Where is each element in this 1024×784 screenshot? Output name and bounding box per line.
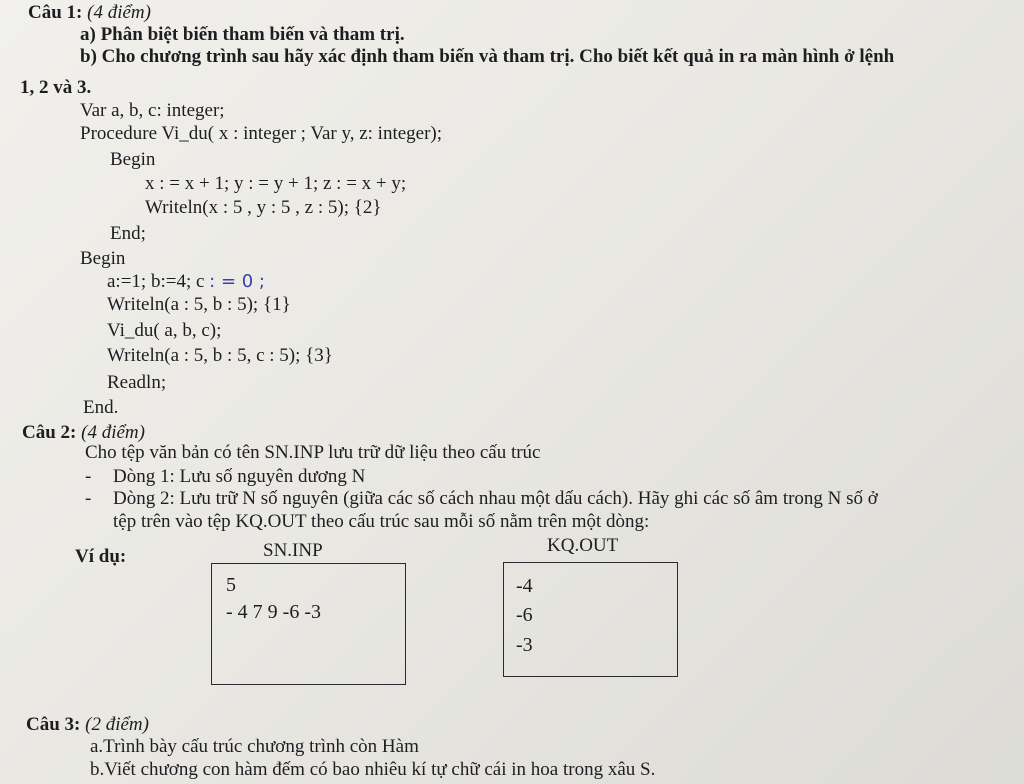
question-2-bullet-1	[85, 466, 365, 488]
code-line: End.	[83, 397, 119, 418]
bullet-mark: -	[85, 466, 92, 487]
question-2-bullet-2-continued: tệp trên vào tệp KQ.OUT theo cấu trúc sau mỗi số nằm trên một dòng:	[113, 511, 650, 532]
input-file-line: 5	[226, 574, 236, 596]
question-3-points: (2 điểm)	[85, 714, 149, 735]
code-line: Begin	[80, 248, 126, 269]
question-1b-continued: 1, 2 và 3.	[20, 77, 92, 98]
bullet-1-text: Dòng 1: Lưu số nguyên dương N	[113, 466, 366, 487]
question-1-heading	[28, 2, 151, 24]
question-2-points: (4 điểm)	[81, 422, 145, 443]
code-line: Writeln(x : 5 , y : 5 , z : 5); {2}	[145, 197, 382, 218]
question-1-points: (4 điểm)	[87, 2, 151, 23]
question-2-intro: Cho tệp văn bản có tên SN.INP lưu trữ dữ liệu theo cấu trúc	[85, 442, 541, 463]
code-line: Var a, b, c: integer;	[80, 100, 225, 121]
input-file-line: - 4 7 9 -6 -3	[226, 601, 321, 623]
question-1-title: Câu 1:	[28, 2, 83, 23]
code-line: Procedure Vi_du( x : integer ; Var y, z: integer);	[80, 123, 443, 144]
handwritten-c-value: : = 0 ;	[209, 271, 265, 292]
example-label: Ví dụ:	[75, 546, 127, 567]
question-2-bullet-2	[85, 488, 878, 510]
input-file-box	[211, 563, 406, 685]
code-line: Readln;	[107, 372, 167, 393]
code-assign-text: a:=1; b:=4; c	[107, 271, 205, 292]
code-line: x : = x + 1; y : = y + 1; z : = x + y;	[145, 173, 407, 194]
output-file-line: -3	[516, 634, 533, 656]
output-file-name: KQ.OUT	[547, 535, 619, 556]
code-line: Vi_du( a, b, c);	[107, 320, 222, 341]
question-3-heading	[26, 714, 149, 736]
input-file-name: SN.INP	[263, 540, 323, 561]
output-file-line: -4	[516, 575, 533, 597]
question-2-title: Câu 2:	[22, 422, 77, 443]
question-1b: b) Cho chương trình sau hãy xác định tham biến và tham trị. Cho biết kết quả in ra màn hình ở lệnh	[80, 46, 895, 67]
output-file-box	[503, 562, 678, 677]
code-line	[107, 271, 265, 293]
code-line: End;	[110, 223, 146, 244]
question-3b: b.Viết chương con hàm đếm có bao nhiêu kí tự chữ cái in hoa trong xâu S.	[90, 759, 656, 780]
bullet-2-text: Dòng 2: Lưu trữ N số nguyên (giữa các số cách nhau một dấu cách). Hãy ghi các số âm trong N số ở	[113, 488, 878, 509]
code-line: Writeln(a : 5, b : 5); {1}	[107, 294, 291, 315]
bullet-mark: -	[85, 488, 92, 509]
question-2-heading	[22, 422, 145, 444]
output-file-line: -6	[516, 604, 533, 626]
question-3a: a.Trình bày cấu trúc chương trình còn Hàm	[90, 736, 419, 757]
code-line: Begin	[110, 149, 156, 170]
question-1a: a) Phân biệt biến tham biến và tham trị.	[80, 24, 405, 45]
question-3-title: Câu 3:	[26, 714, 81, 735]
code-line: Writeln(a : 5, b : 5, c : 5); {3}	[107, 345, 333, 366]
